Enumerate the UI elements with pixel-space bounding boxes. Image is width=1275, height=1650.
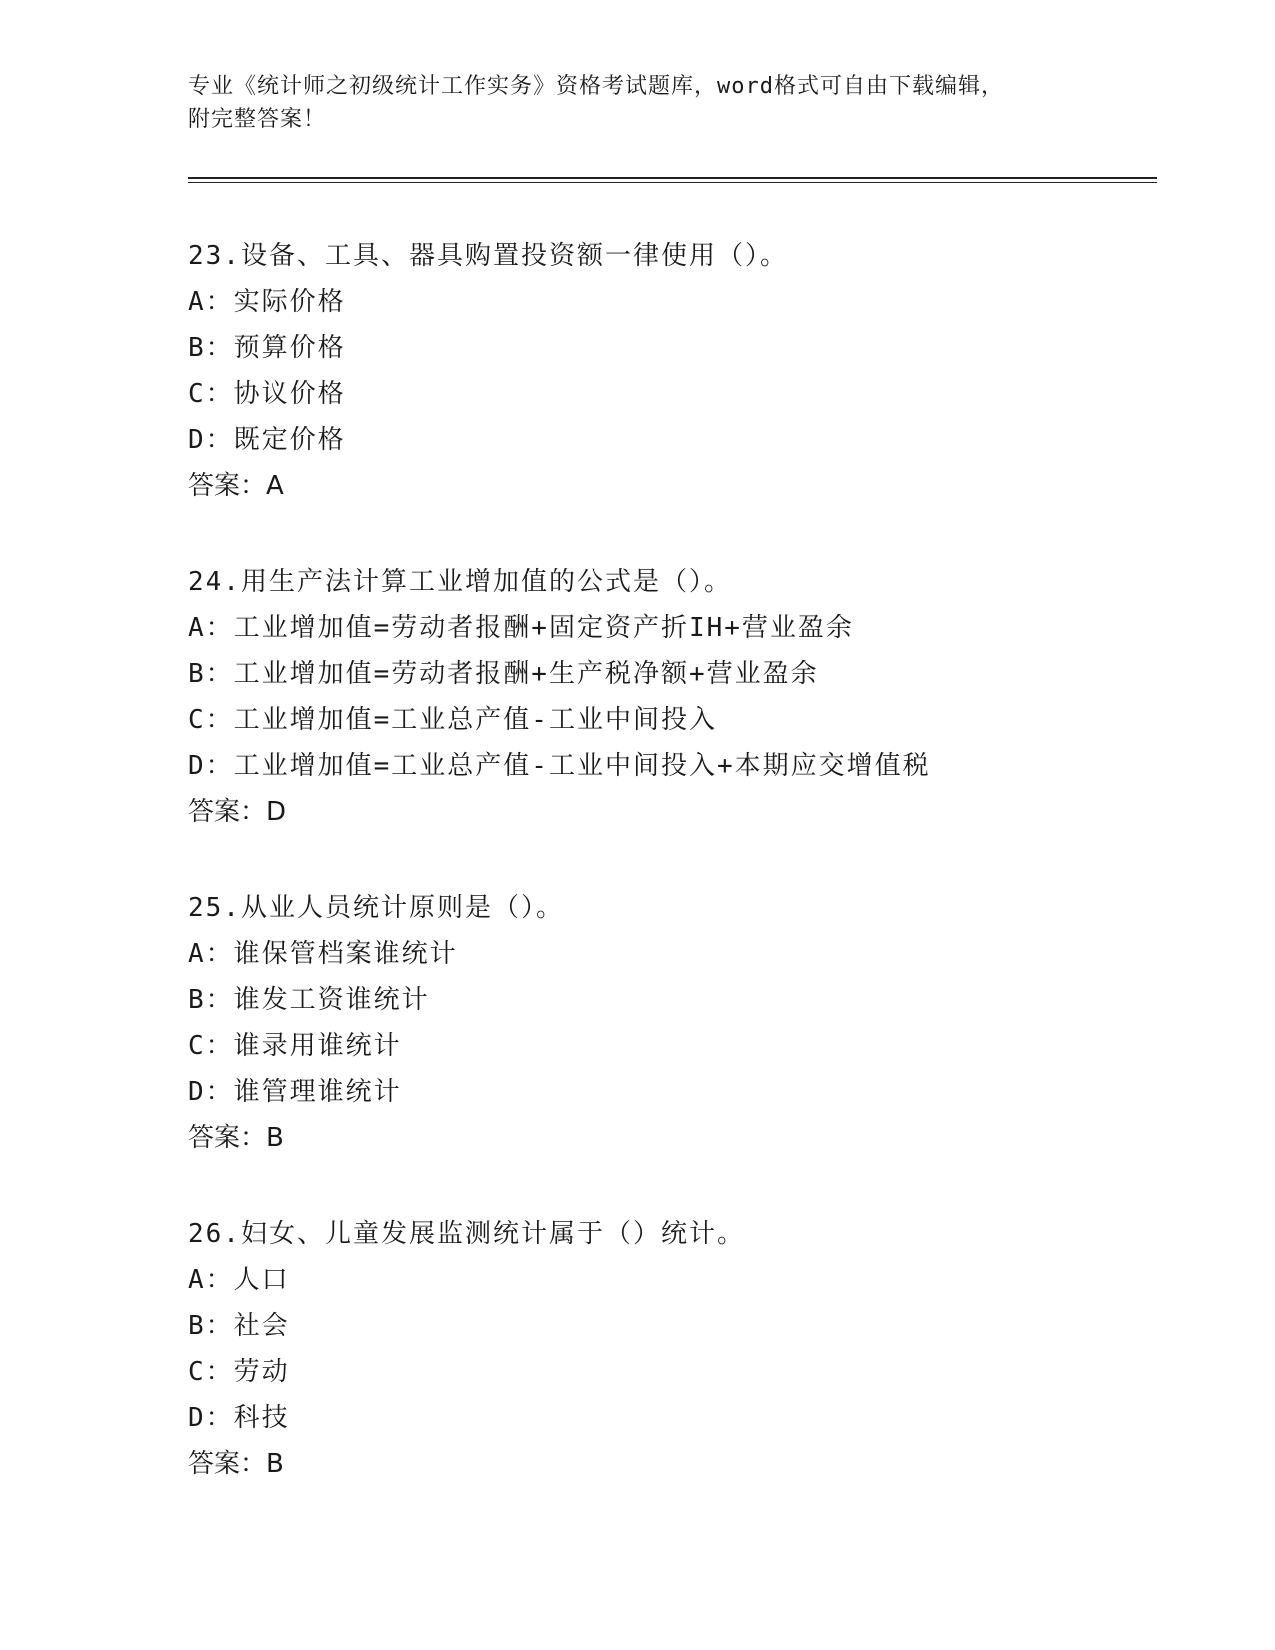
option-a: A：人口 xyxy=(188,1265,290,1295)
option-d: D：科技 xyxy=(188,1403,290,1433)
question-stem: 24.用生产法计算工业增加值的公式是（）。 xyxy=(188,567,732,597)
option-d: D：工业增加值=工业总产值-工业中间投入+本期应交增值税 xyxy=(188,751,931,781)
option-b: B：工业增加值=劳动者报酬+生产税净额+营业盈余 xyxy=(188,659,819,689)
header-line-1: 专业《统计师之初级统计工作实务》资格考试题库，word格式可自由下载编辑， xyxy=(188,74,1004,99)
question-25 xyxy=(188,885,1188,1161)
option-c: C：协议价格 xyxy=(188,379,346,409)
option-a: A：实际价格 xyxy=(188,287,346,317)
answer: 答案：B xyxy=(188,1123,284,1153)
option-b: B：预算价格 xyxy=(188,333,346,363)
header-divider xyxy=(188,177,1157,183)
question-24 xyxy=(188,559,1188,835)
option-c: C：谁录用谁统计 xyxy=(188,1031,402,1061)
question-stem: 26.妇女、儿童发展监测统计属于（）统计。 xyxy=(188,1219,745,1249)
page-header xyxy=(188,70,1088,136)
option-b: B：谁发工资谁统计 xyxy=(188,985,430,1015)
option-a: A：谁保管档案谁统计 xyxy=(188,939,458,969)
header-line-2: 附完整答案！ xyxy=(188,107,327,132)
answer: 答案：A xyxy=(188,471,284,501)
option-d: D：既定价格 xyxy=(188,425,346,455)
option-a: A：工业增加值=劳动者报酬+固定资产折IH+营业盈余 xyxy=(188,613,854,643)
question-list xyxy=(188,233,1188,1537)
option-c: C：工业增加值=工业总产值-工业中间投入 xyxy=(188,705,717,735)
option-b: B：社会 xyxy=(188,1311,290,1341)
option-d: D：谁管理谁统计 xyxy=(188,1077,402,1107)
question-stem: 23.设备、工具、器具购置投资额一律使用（）。 xyxy=(188,241,788,271)
answer: 答案：B xyxy=(188,1449,284,1479)
question-23 xyxy=(188,233,1188,509)
question-stem: 25.从业人员统计原则是（）。 xyxy=(188,893,564,923)
question-26 xyxy=(188,1211,1188,1487)
answer: 答案：D xyxy=(188,797,287,827)
option-c: C：劳动 xyxy=(188,1357,290,1387)
